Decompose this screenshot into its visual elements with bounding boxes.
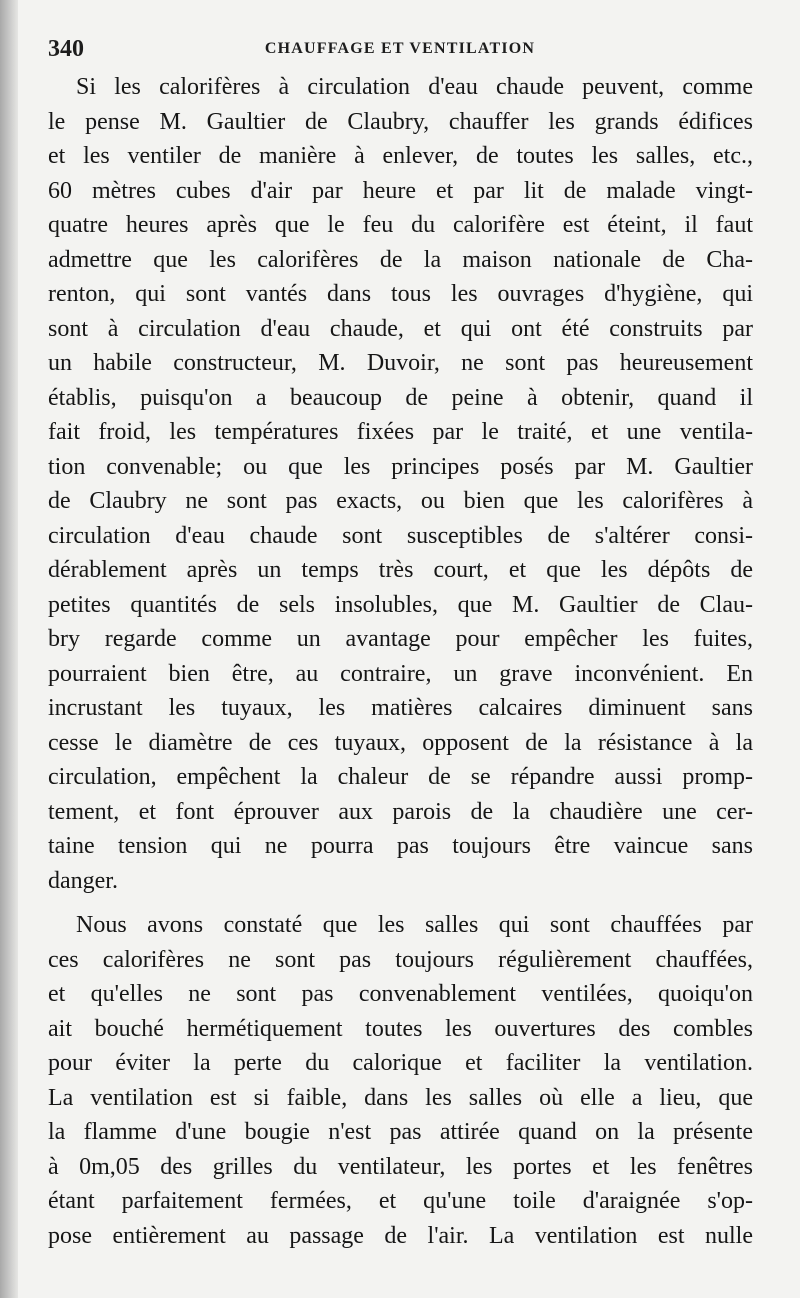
text-line: Si les calorifères à circulation d'eau chaude peuvent, comme: [76, 74, 753, 100]
text-line: pourraient bien être, au contraire, un grave inconvénient. En: [48, 660, 753, 687]
text-line: 60 mètres cubes d'air par heure et par lit de malade vingt-: [48, 177, 753, 204]
text-line: incrustant les tuyaux, les matières calcaires diminuent sans: [48, 695, 753, 721]
running-title: CHAUFFAGE ET VENTILATION: [264, 40, 536, 57]
text-line: tion convenable; ou que les principes posés par M. Gaultier: [48, 453, 753, 480]
text-line: le pense M. Gaultier de Claubry, chauffer les grands édifices: [48, 108, 753, 135]
page-gutter-shadow: [0, 0, 18, 1298]
text-line: renton, qui sont vantés dans tous les ouvrages d'hygiène, qui: [48, 281, 753, 307]
text-line: ait bouché hermétiquement toutes les ouvertures des combles: [48, 1015, 753, 1042]
paragraph-gap: [48, 898, 753, 908]
text-line: cesse le diamètre de ces tuyaux, opposent de la résistance à la: [48, 729, 753, 756]
text-line: dérablement après un temps très court, et que les dépôts de: [48, 557, 753, 583]
text-line: tement, et font éprouver aux parois de la chaudière une cer-: [48, 798, 753, 825]
text-line: quatre heures après que le feu du calorifère est éteint, il faut: [48, 212, 753, 238]
text-line: un habile constructeur, M. Duvoir, ne sont pas heureusement: [48, 350, 753, 376]
text-line: sont à circulation d'eau chaude, et qui ont été construits par: [48, 315, 753, 342]
text-line: circulation d'eau chaude sont susceptibles de s'altérer consi-: [48, 522, 753, 549]
text-line: et les ventiler de manière à enlever, de toutes les salles, etc.,: [48, 143, 753, 169]
text-line: ces calorifères ne sont pas toujours régulièrement chauffées,: [48, 946, 753, 973]
text-line: Nous avons constaté que les salles qui sont chauffées par: [76, 912, 753, 938]
page-number: 340: [48, 36, 84, 62]
text-line: bry regarde comme un avantage pour empêcher les fuites,: [48, 626, 753, 652]
text-line: fait froid, les températures fixées par le traité, et une ventila-: [48, 419, 753, 445]
text-line: étant parfaitement fermées, et qu'une toile d'araignée s'op-: [48, 1188, 753, 1214]
page-header: [48, 36, 752, 64]
text-line: établis, puisqu'on a beaucoup de peine à obtenir, quand il: [48, 384, 753, 411]
text-line: La ventilation est si faible, dans les salles où elle a lieu, que: [48, 1084, 753, 1111]
text-line: et qu'elles ne sont pas convenablement ventilées, quoiqu'on: [48, 981, 753, 1007]
text-line: la flamme d'une bougie n'est pas attirée quand on la présente: [48, 1119, 753, 1145]
text-line: à 0m,05 des grilles du ventilateur, les portes et les fenêtres: [48, 1153, 753, 1180]
text-line: pour éviter la perte du calorique et faciliter la ventilation.: [48, 1050, 753, 1076]
text-line: petites quantités de sels insolubles, que M. Gaultier de Clau-: [48, 591, 753, 618]
text-line: taine tension qui ne pourra pas toujours être vaincue sans: [48, 833, 753, 859]
text-line: de Claubry ne sont pas exacts, ou bien que les calorifères à: [48, 488, 753, 514]
body-text: [48, 70, 753, 1253]
text-line: pose entièrement au passage de l'air. La ventilation est nulle: [48, 1222, 753, 1249]
text-line: danger.: [48, 867, 118, 894]
text-line: admettre que les calorifères de la maison nationale de Cha-: [48, 246, 753, 273]
text-line: circulation, empêchent la chaleur de se répandre aussi promp-: [48, 764, 753, 790]
